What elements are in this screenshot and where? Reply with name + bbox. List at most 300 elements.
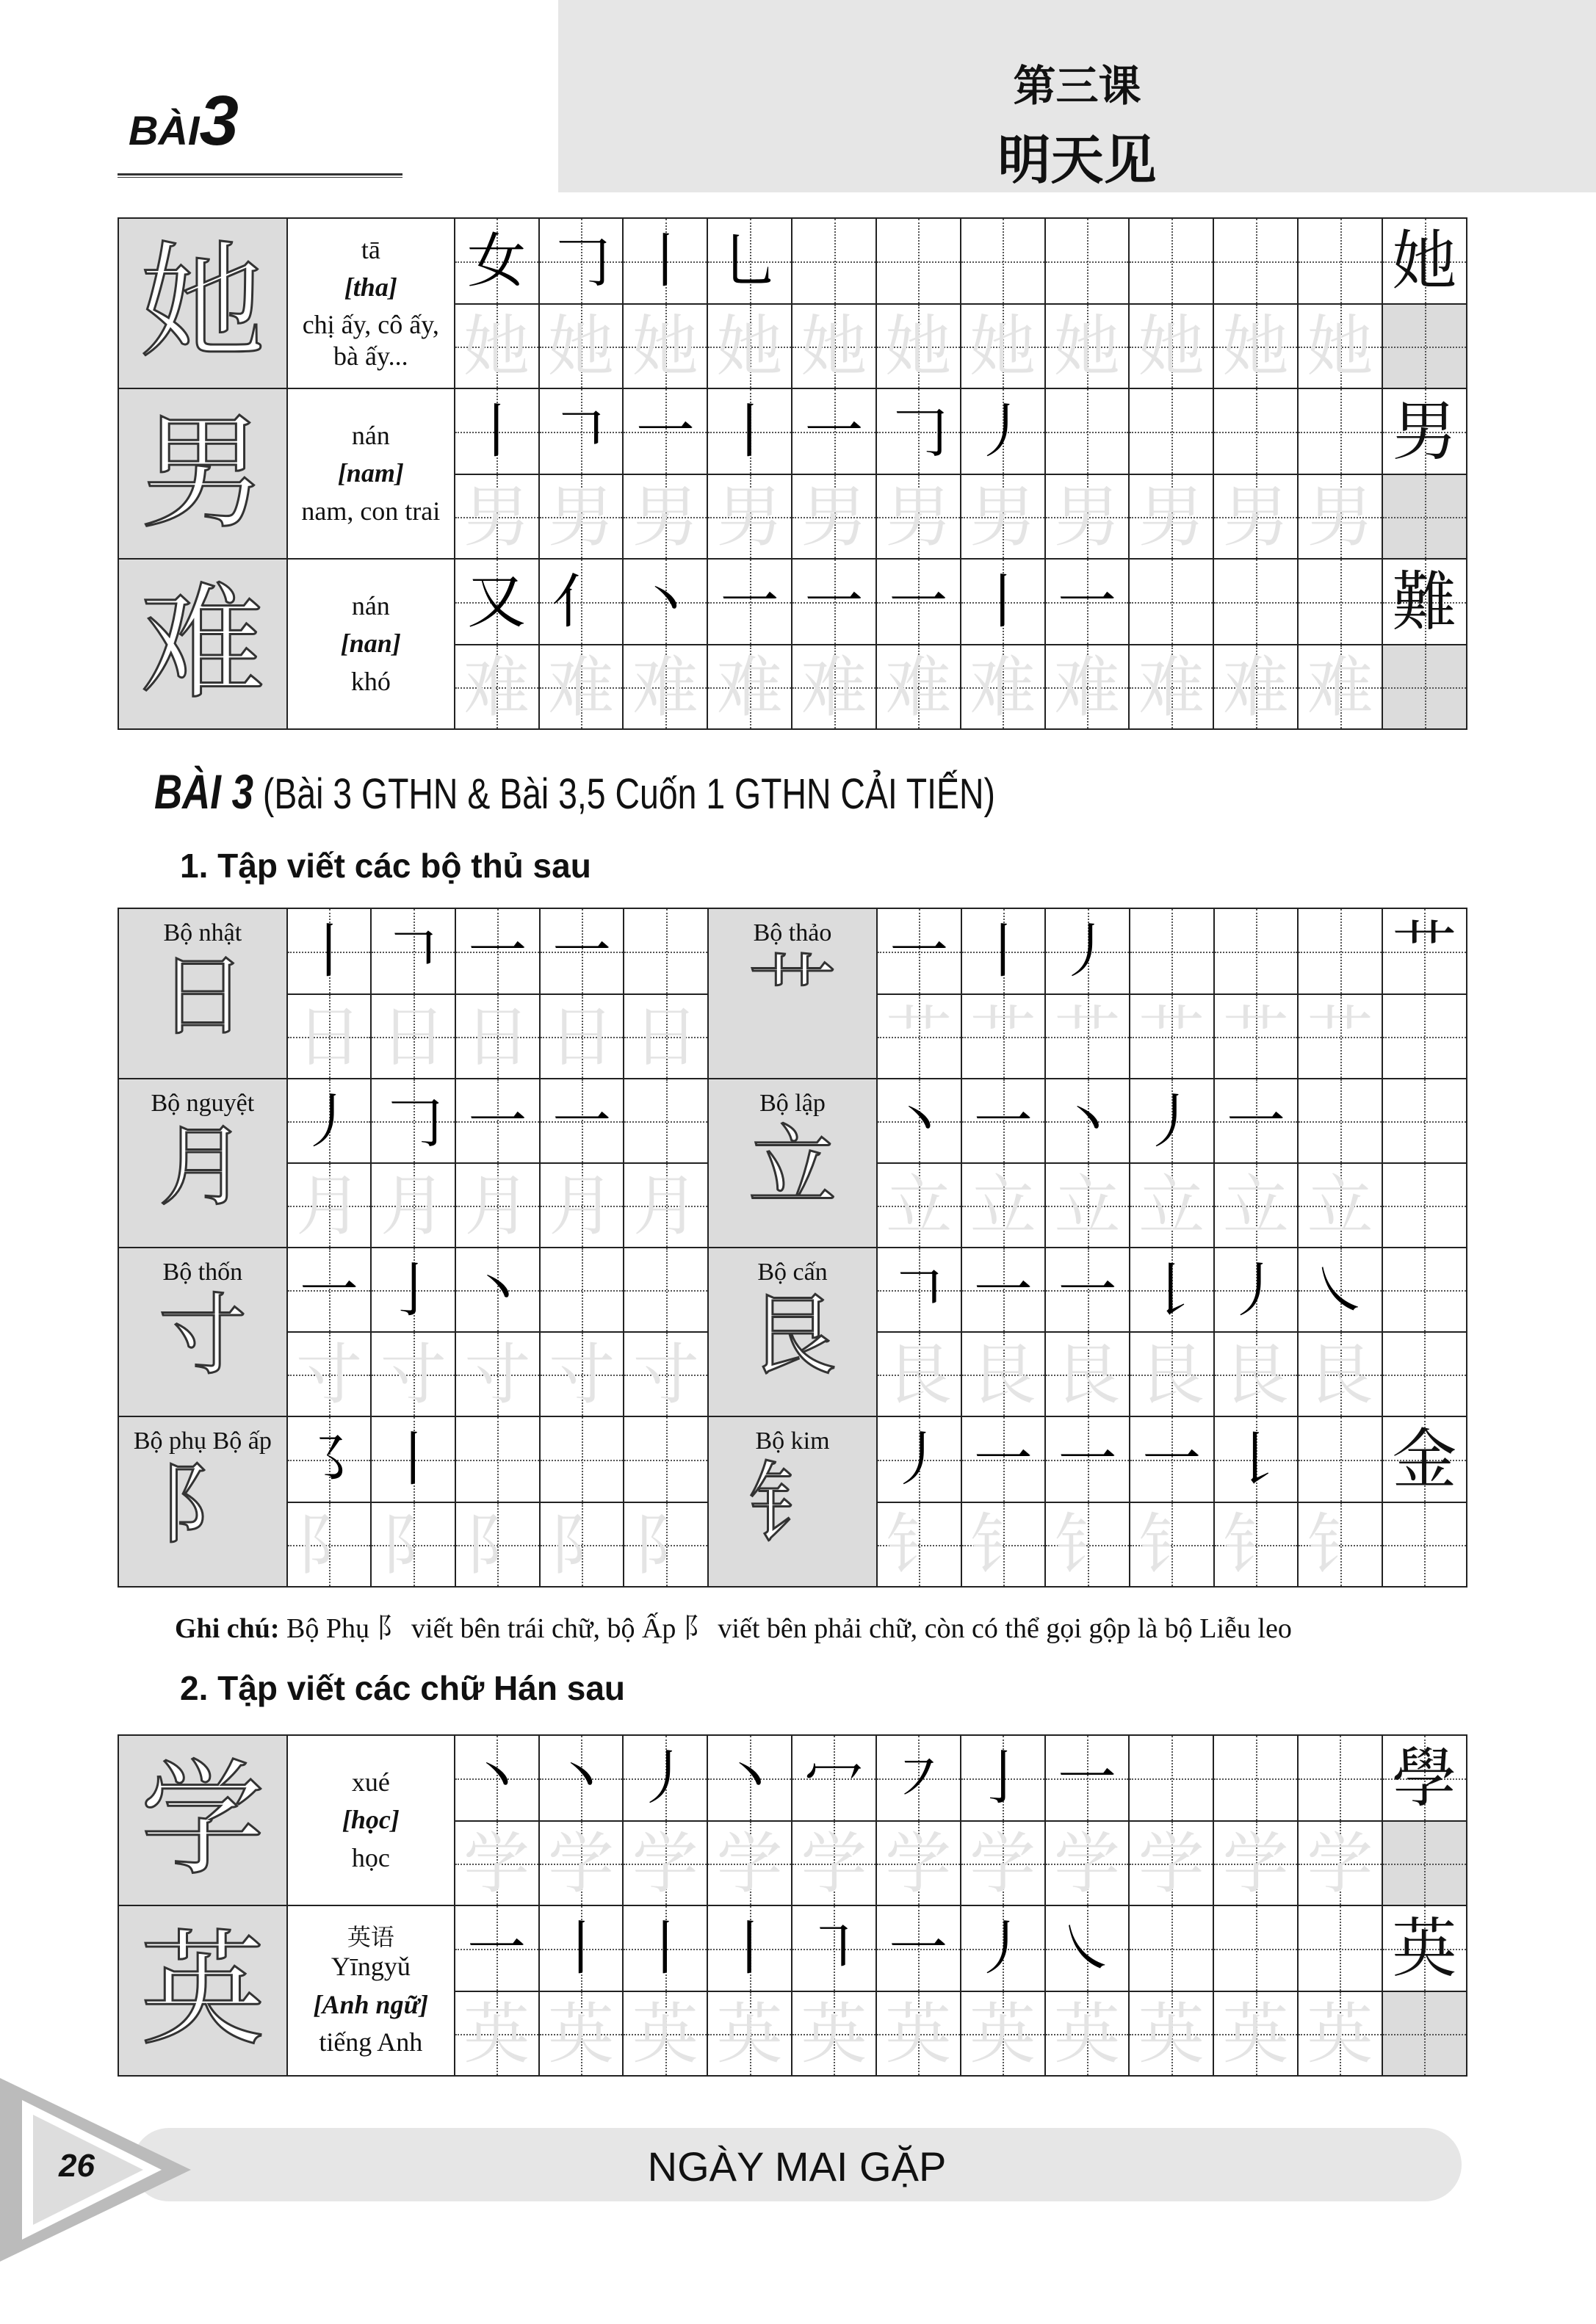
radical-char: 艹 — [748, 946, 837, 1049]
practice-cell[interactable] — [1214, 1079, 1299, 1163]
practice-cell[interactable] — [1045, 994, 1130, 1079]
radical-char: 艮 — [748, 1285, 837, 1388]
stroke-step: 一 — [973, 1256, 1033, 1325]
vocab-table-2 — [118, 1734, 1467, 2077]
practice-cell[interactable] — [1213, 1991, 1298, 2076]
practice-cell[interactable] — [455, 304, 539, 388]
practice-cell[interactable] — [539, 1735, 624, 1821]
practice-cell[interactable] — [539, 645, 624, 729]
practice-cell[interactable] — [455, 1248, 540, 1332]
practice-cell[interactable] — [540, 1502, 624, 1587]
practice-cell[interactable] — [287, 1416, 372, 1502]
ghost-char: 月 — [464, 1168, 531, 1245]
practice-cell[interactable] — [1045, 1248, 1130, 1332]
ghost-char: 立 — [1138, 1168, 1205, 1245]
practice-cell[interactable] — [1129, 1821, 1213, 1905]
stroke-step: 一 — [1058, 568, 1117, 636]
practice-cell[interactable] — [961, 474, 1045, 559]
practice-cell[interactable] — [1298, 908, 1382, 994]
practice-cell[interactable] — [539, 1905, 624, 1991]
meaning: khó — [350, 666, 391, 696]
practice-cell[interactable] — [1045, 908, 1130, 994]
practice-cell[interactable] — [455, 1163, 540, 1248]
stroke-step: 丿 — [1142, 1087, 1202, 1156]
practice-cell[interactable] — [455, 645, 539, 729]
practice-cell[interactable] — [287, 1163, 372, 1248]
final-char-cell — [1382, 1735, 1467, 1821]
practice-cell[interactable] — [876, 304, 961, 388]
practice-cell[interactable] — [1214, 908, 1299, 994]
practice-cell[interactable] — [287, 994, 372, 1079]
practice-cell[interactable] — [623, 1991, 707, 2076]
practice-cell[interactable] — [1045, 388, 1130, 474]
practice-cell[interactable] — [287, 1502, 372, 1587]
stroke-step: 丶 — [720, 1744, 779, 1812]
practice-cell[interactable] — [539, 559, 624, 645]
practice-cell[interactable] — [1213, 474, 1298, 559]
stroke-step: 丨 — [467, 397, 527, 466]
practice-cell[interactable] — [371, 1332, 455, 1416]
practice-cell[interactable] — [961, 994, 1046, 1079]
hanviet: [Anh ngữ] — [313, 1989, 429, 2019]
radical-name: Bộ lập — [759, 1090, 826, 1117]
practice-cell[interactable] — [1298, 1821, 1382, 1905]
practice-cell[interactable] — [455, 908, 540, 994]
practice-cell[interactable] — [623, 1735, 707, 1821]
practice-cell[interactable] — [1045, 304, 1130, 388]
practice-cell[interactable] — [877, 1248, 961, 1332]
practice-cell[interactable] — [1298, 304, 1382, 388]
pinyin: nán — [351, 591, 390, 621]
practice-cell[interactable] — [792, 474, 876, 559]
practice-cell[interactable] — [371, 994, 455, 1079]
practice-cell[interactable] — [1045, 559, 1130, 645]
ghost-char: 学 — [1307, 1825, 1373, 1903]
practice-cell[interactable] — [877, 908, 961, 994]
practice-cell[interactable] — [540, 1079, 624, 1163]
practice-cell[interactable] — [455, 1735, 539, 1821]
practice-cell[interactable] — [1129, 1735, 1213, 1821]
stroke-step: 丶 — [635, 568, 695, 636]
ghost-char: 男 — [547, 479, 614, 556]
final-char: 金 — [1392, 1422, 1457, 1497]
ghost-char: 阝 — [464, 1507, 531, 1584]
stroke-step: 一 — [468, 917, 527, 985]
practice-cell[interactable] — [792, 1821, 876, 1905]
ghost-char: 立 — [1054, 1168, 1121, 1245]
practice-cell[interactable] — [1129, 218, 1213, 304]
practice-cell[interactable] — [624, 1248, 708, 1332]
chinese-lesson-title: 明天见 — [997, 129, 1157, 191]
practice-cell[interactable] — [961, 1735, 1045, 1821]
practice-cell[interactable] — [1213, 559, 1298, 645]
practice-cell[interactable] — [961, 1991, 1045, 2076]
practice-cell[interactable] — [624, 908, 708, 994]
practice-cell[interactable] — [623, 474, 707, 559]
practice-cell[interactable] — [1382, 1332, 1467, 1416]
practice-cell[interactable] — [540, 1163, 624, 1248]
radical-name: Bộ thốn — [162, 1259, 243, 1286]
practice-cell[interactable] — [539, 304, 624, 388]
hanviet: [nam] — [337, 458, 404, 488]
practice-cell[interactable] — [1213, 1735, 1298, 1821]
practice-cell[interactable] — [455, 1332, 540, 1416]
stroke-step: ㇌ — [300, 1425, 359, 1494]
ghost-char: 艹 — [1054, 999, 1121, 1076]
practice-cell[interactable] — [1213, 218, 1298, 304]
practice-cell[interactable] — [1298, 218, 1382, 304]
practice-cell[interactable] — [1214, 1163, 1299, 1248]
practice-cell[interactable] — [1298, 474, 1382, 559]
stroke-step: 一 — [552, 1087, 612, 1156]
practice-cell[interactable] — [876, 1821, 961, 1905]
practice-cell[interactable] — [961, 304, 1045, 388]
practice-cell[interactable] — [1045, 1416, 1130, 1502]
stroke-step: 亻 — [551, 568, 610, 636]
practice-cell[interactable] — [1298, 1332, 1382, 1416]
practice-cell[interactable] — [961, 908, 1046, 994]
practice-cell[interactable] — [961, 1905, 1045, 1991]
practice-cell[interactable] — [371, 1248, 455, 1332]
ghost-char: 月 — [632, 1168, 699, 1245]
practice-cell[interactable] — [1045, 1163, 1130, 1248]
radicals-table — [118, 908, 1467, 1588]
practice-cell[interactable] — [1298, 1991, 1382, 2076]
practice-cell[interactable] — [455, 1416, 540, 1502]
ghost-char: 钅 — [886, 1507, 953, 1584]
practice-cell[interactable] — [1130, 1416, 1214, 1502]
practice-cell[interactable] — [1129, 1991, 1213, 2076]
ghost-char: 日 — [380, 999, 447, 1076]
practice-cell[interactable] — [623, 1821, 707, 1905]
practice-cell[interactable] — [1298, 994, 1382, 1079]
practice-cell[interactable] — [287, 1079, 372, 1163]
practice-cell[interactable] — [961, 218, 1045, 304]
ghost-char: 艹 — [969, 999, 1036, 1076]
ghost-char: 寸 — [632, 1336, 699, 1413]
model-char: 她 — [118, 218, 287, 388]
practice-cell[interactable] — [624, 1332, 708, 1416]
practice-cell[interactable] — [792, 559, 876, 645]
practice-cell[interactable] — [792, 388, 876, 474]
practice-cell[interactable] — [707, 218, 792, 304]
ghost-char: 学 — [463, 1825, 530, 1903]
practice-cell[interactable] — [455, 1821, 539, 1905]
vocab-info — [287, 1735, 455, 1905]
practice-cell[interactable] — [1129, 1905, 1213, 1991]
practice-cell[interactable] — [1130, 994, 1214, 1079]
practice-cell[interactable] — [1045, 645, 1130, 729]
practice-cell[interactable] — [623, 218, 707, 304]
practice-cell[interactable] — [1129, 559, 1213, 645]
practice-cell[interactable] — [1382, 1248, 1467, 1332]
practice-cell[interactable] — [961, 1502, 1046, 1587]
practice-cell[interactable] — [1129, 388, 1213, 474]
ghost-char: 她 — [969, 308, 1036, 385]
practice-cell[interactable] — [624, 1079, 708, 1163]
note — [175, 1605, 1292, 1646]
section-title-bai: BÀI 3 — [154, 764, 253, 819]
practice-cell[interactable] — [1130, 1163, 1214, 1248]
practice-cell[interactable] — [540, 1416, 624, 1502]
practice-cell[interactable] — [1213, 1821, 1298, 1905]
pinyin: nán — [351, 421, 390, 451]
practice-cell[interactable] — [1130, 1248, 1214, 1332]
practice-cell[interactable] — [287, 1332, 372, 1416]
practice-cell[interactable] — [707, 1991, 792, 2076]
chinese-lesson-number: 第三课 — [1013, 61, 1141, 111]
stroke-step: 一 — [889, 568, 948, 636]
practice-cell[interactable] — [792, 218, 876, 304]
practice-cell[interactable] — [455, 1502, 540, 1587]
practice-cell[interactable] — [1213, 388, 1298, 474]
ghost-char: 学 — [1222, 1825, 1289, 1903]
practice-cell[interactable] — [1298, 1248, 1382, 1332]
practice-cell[interactable] — [961, 1163, 1046, 1248]
practice-cell[interactable] — [876, 559, 961, 645]
practice-cell[interactable] — [876, 218, 961, 304]
practice-cell[interactable] — [623, 388, 707, 474]
practice-cell[interactable] — [1045, 1905, 1130, 1991]
practice-cell[interactable] — [876, 1905, 961, 1991]
practice-cell[interactable] — [1130, 1332, 1214, 1416]
practice-cell[interactable] — [1213, 1905, 1298, 1991]
practice-cell[interactable] — [707, 1735, 792, 1821]
ghost-char: 她 — [1307, 308, 1373, 385]
practice-cell[interactable] — [455, 218, 539, 304]
practice-cell[interactable] — [1382, 1502, 1467, 1587]
practice-cell[interactable] — [1045, 1079, 1130, 1163]
ghost-char: 钅 — [969, 1507, 1036, 1584]
practice-cell[interactable] — [961, 1332, 1046, 1416]
practice-cell[interactable] — [623, 1905, 707, 1991]
practice-cell[interactable] — [707, 559, 792, 645]
practice-cell[interactable] — [961, 1821, 1045, 1905]
radical-char: 月 — [158, 1116, 247, 1219]
practice-cell[interactable] — [1129, 645, 1213, 729]
practice-cell[interactable] — [792, 304, 876, 388]
practice-cell[interactable] — [876, 1991, 961, 2076]
practice-cell[interactable] — [1298, 1735, 1382, 1821]
practice-cell[interactable] — [1129, 474, 1213, 559]
stroke-step: 𠄌 — [1142, 1256, 1202, 1325]
stroke-step: 一 — [973, 1425, 1033, 1494]
practice-cell[interactable] — [1214, 1332, 1299, 1416]
ghost-char: 难 — [885, 649, 952, 726]
practice-cell[interactable] — [876, 388, 961, 474]
radical-name: Bộ nguyệt — [151, 1090, 255, 1117]
practice-cell[interactable] — [1298, 388, 1382, 474]
practice-cell[interactable] — [1213, 304, 1298, 388]
practice-cell[interactable] — [371, 1416, 455, 1502]
stroke-step: 丨 — [635, 227, 695, 295]
practice-cell[interactable] — [371, 1163, 455, 1248]
practice-cell[interactable] — [877, 1416, 961, 1502]
practice-cell[interactable] — [455, 1905, 539, 1991]
practice-cell[interactable] — [1298, 1905, 1382, 1991]
practice-cell[interactable] — [1045, 1332, 1130, 1416]
practice-cell[interactable] — [1298, 645, 1382, 729]
practice-cell[interactable] — [1298, 1502, 1382, 1587]
ghost-char: 男 — [1307, 479, 1373, 556]
practice-cell[interactable] — [961, 1248, 1046, 1332]
practice-cell[interactable] — [707, 474, 792, 559]
stroke-step: 一 — [804, 397, 864, 466]
practice-cell[interactable] — [1045, 1502, 1130, 1587]
stroke-step: 丨 — [720, 1914, 779, 1983]
practice-cell[interactable] — [1214, 1502, 1299, 1587]
ghost-char: 学 — [632, 1825, 698, 1903]
ghost-char: 阝 — [296, 1507, 363, 1584]
blank-cell — [1382, 304, 1467, 388]
ghost-char: 英 — [1138, 1996, 1205, 2073]
blank-cell — [1382, 1991, 1467, 2076]
practice-cell[interactable] — [961, 645, 1045, 729]
practice-cell[interactable] — [707, 1905, 792, 1991]
ghost-char: 英 — [716, 1996, 783, 2073]
practice-cell[interactable] — [1214, 1416, 1299, 1502]
practice-cell[interactable] — [623, 304, 707, 388]
practice-cell[interactable] — [1045, 1991, 1130, 2076]
practice-cell[interactable] — [624, 1502, 708, 1587]
practice-cell[interactable] — [1382, 994, 1467, 1079]
practice-cell[interactable] — [877, 1332, 961, 1416]
practice-cell[interactable] — [455, 559, 539, 645]
practice-cell[interactable] — [1045, 218, 1130, 304]
practice-cell[interactable] — [1130, 1079, 1214, 1163]
practice-cell[interactable] — [1214, 1248, 1299, 1332]
ghost-char: 男 — [1222, 479, 1289, 556]
practice-cell[interactable] — [1382, 1163, 1467, 1248]
practice-cell[interactable] — [540, 908, 624, 994]
practice-cell[interactable] — [287, 1248, 372, 1332]
practice-cell[interactable] — [539, 388, 624, 474]
stroke-step: ㇏ — [1310, 1256, 1370, 1325]
stroke-step: 乚 — [720, 227, 779, 295]
practice-cell[interactable] — [287, 908, 372, 994]
practice-cell[interactable] — [1130, 1502, 1214, 1587]
stroke-step: 亅 — [973, 1744, 1033, 1812]
model-char: 英 — [118, 1905, 287, 2076]
stroke-step: 𠃌 — [889, 397, 948, 466]
practice-cell[interactable] — [1045, 1821, 1130, 1905]
practice-cell[interactable] — [624, 994, 708, 1079]
practice-cell[interactable] — [540, 1332, 624, 1416]
ghost-char: 寸 — [464, 1336, 531, 1413]
practice-cell[interactable] — [877, 994, 961, 1079]
practice-cell[interactable] — [1382, 1079, 1467, 1163]
practice-cell[interactable] — [371, 908, 455, 994]
ghost-char: 钅 — [1054, 1507, 1121, 1584]
practice-cell[interactable] — [792, 645, 876, 729]
practice-cell[interactable] — [539, 1821, 624, 1905]
ghost-char: 寸 — [549, 1336, 615, 1413]
practice-cell[interactable] — [1213, 645, 1298, 729]
practice-cell[interactable] — [371, 1502, 455, 1587]
practice-cell[interactable] — [961, 1416, 1046, 1502]
practice-cell[interactable] — [876, 645, 961, 729]
final-char: 難 — [1392, 564, 1457, 640]
section-title — [154, 764, 995, 819]
practice-cell[interactable] — [624, 1416, 708, 1502]
practice-cell[interactable] — [877, 1079, 961, 1163]
practice-cell[interactable] — [623, 645, 707, 729]
ghost-char: 男 — [801, 479, 867, 556]
practice-cell[interactable] — [792, 1991, 876, 2076]
practice-cell[interactable] — [792, 1905, 876, 1991]
practice-cell[interactable] — [707, 388, 792, 474]
practice-cell[interactable] — [1045, 474, 1130, 559]
practice-cell[interactable] — [961, 1079, 1046, 1163]
ghost-char: 英 — [632, 1996, 698, 2073]
practice-cell[interactable] — [876, 474, 961, 559]
model-char: 难 — [118, 559, 287, 729]
practice-cell[interactable] — [707, 1821, 792, 1905]
practice-cell[interactable] — [455, 388, 539, 474]
vocab-row — [118, 388, 1467, 474]
ghost-char: 月 — [296, 1168, 363, 1245]
practice-cell[interactable] — [455, 474, 539, 559]
practice-cell[interactable] — [707, 645, 792, 729]
ghost-char: 英 — [885, 1996, 952, 2073]
practice-cell[interactable] — [707, 304, 792, 388]
ghost-char: 她 — [632, 308, 698, 385]
practice-cell[interactable] — [1045, 1735, 1130, 1821]
ghost-char: 艹 — [1307, 999, 1373, 1076]
ghost-char: 英 — [969, 1996, 1036, 2073]
meaning: tiếng Anh — [319, 2027, 423, 2057]
practice-cell[interactable] — [792, 1735, 876, 1821]
ghost-char: 日 — [464, 999, 531, 1076]
ghost-char: 英 — [463, 1996, 530, 2073]
stroke-step: 丨 — [720, 397, 779, 466]
practice-cell[interactable] — [539, 1991, 624, 2076]
practice-cell[interactable] — [624, 1163, 708, 1248]
lesson-number: 3 — [199, 82, 239, 160]
practice-cell[interactable] — [540, 994, 624, 1079]
practice-cell[interactable] — [455, 994, 540, 1079]
practice-cell[interactable] — [1214, 994, 1299, 1079]
practice-cell[interactable] — [961, 559, 1045, 645]
practice-cell[interactable] — [1298, 559, 1382, 645]
ghost-char: 艮 — [1054, 1336, 1121, 1413]
practice-cell[interactable] — [371, 1079, 455, 1163]
stroke-step: 丶 — [1058, 1087, 1117, 1156]
practice-cell[interactable] — [877, 1502, 961, 1587]
practice-cell[interactable] — [961, 388, 1045, 474]
practice-cell[interactable] — [1129, 304, 1213, 388]
radical-char: 日 — [158, 946, 247, 1049]
practice-cell[interactable] — [1130, 908, 1214, 994]
practice-cell[interactable] — [455, 1991, 539, 2076]
practice-cell[interactable] — [540, 1248, 624, 1332]
final-char-cell — [1382, 388, 1467, 474]
practice-cell[interactable] — [877, 1163, 961, 1248]
ghost-char: 艮 — [1222, 1336, 1289, 1413]
vocab-row — [118, 559, 1467, 645]
practice-cell[interactable] — [1298, 1079, 1382, 1163]
practice-cell[interactable] — [455, 1079, 540, 1163]
practice-cell[interactable] — [539, 474, 624, 559]
ghost-char: 立 — [969, 1168, 1036, 1245]
practice-cell[interactable] — [876, 1735, 961, 1821]
practice-cell[interactable] — [623, 559, 707, 645]
practice-cell[interactable] — [539, 218, 624, 304]
stroke-step: 丿 — [973, 397, 1033, 466]
practice-cell[interactable] — [1298, 1416, 1382, 1502]
practice-cell[interactable] — [1298, 1163, 1382, 1248]
stroke-step: 丨 — [635, 1914, 695, 1983]
